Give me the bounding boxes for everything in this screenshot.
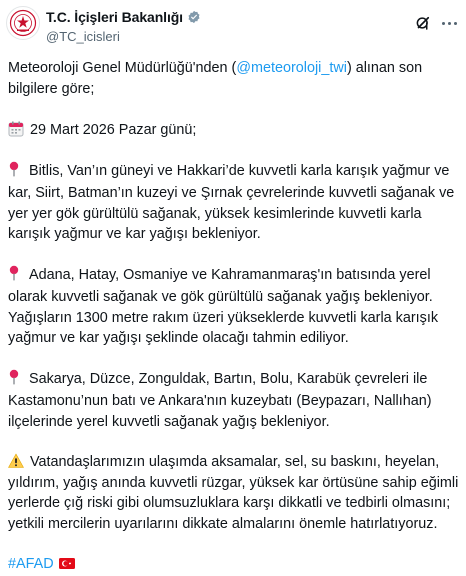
region3-paragraph (8, 369, 460, 433)
verified-badge-icon (187, 10, 201, 24)
turkey-flag-icon (59, 555, 75, 566)
avatar[interactable] (6, 6, 40, 40)
mention-link[interactable]: @meteoroloji_twi (236, 60, 347, 76)
round-pushpin-icon (8, 161, 24, 184)
display-name[interactable]: T.C. İçişleri Bakanlığı (46, 9, 183, 25)
region3-text: Sakarya, Düzce, Zonguldak, Bartın, Bolu, Karabük çevreleri ile Kastamonu’nun batı ve Ankara'nın kuzeybatı (Beypazarı, Nallıhan) ilçelerinde yerel kuvvetli sağanak yağış bekleniyor. (8, 370, 432, 430)
intro-paragraph (8, 58, 460, 99)
date-text: 29 Mart 2026 Pazar günü; (30, 122, 197, 138)
tweet-header (0, 0, 466, 52)
intro-text: Meteoroloji Genel Müdürlüğü'nden ( (8, 60, 237, 76)
date-line (8, 120, 460, 141)
tweet-body (8, 58, 460, 575)
ministry-logo-icon (9, 9, 37, 37)
region1-text: Bitlis, Van’ın güneyi ve Hakkari’de kuvvetli karla karışık yağmur ve kar, Siirt, Batman’ın kuzeyi ve Şırnak çevrelerinde kuvvetli sağanak ve yer yer gök gürültülü sağanak, yüksek kesimlerinde kuvvetli karla karışık yağmur ve kar yağışı bekleniyor. (8, 162, 455, 242)
hashtag-line (8, 554, 460, 575)
calendar-icon (8, 121, 24, 137)
user-handle[interactable]: @TC_icisleri (46, 29, 120, 44)
region1-paragraph (8, 161, 460, 245)
round-pushpin-icon (8, 265, 24, 288)
grok-icon[interactable] (414, 14, 432, 32)
warning-icon (8, 453, 24, 469)
warning-paragraph (8, 452, 460, 534)
afad-hashtag-link[interactable]: #AFAD (8, 556, 54, 572)
region2-text: Adana, Hatay, Osmaniye ve Kahramanmaraş'ın batısında yerel olarak kuvvetli sağanak ve gök gürültülü sağanak yağış bekleniyor. Yağışların 1300 metre rakım üzeri yükseklerde kuvvetli karla karışık yağmur ve kar yağışı şeklinde olacağı tahmin ediliyor. (8, 266, 439, 346)
region2-paragraph (8, 265, 460, 349)
intro-text-end: ) alınan son bilgilere göre; (8, 60, 423, 97)
warning-text: Vatandaşlarımızın ulaşımda aksamalar, sel, su baskını, heyelan, yıldırım, yağış anında kuvvetli rüzgar, yüksek kar örtüsüne sahip eğimli yerlerde çığ riski gibi olumsuzluklara karşı dikkatli ve tedbirli olmasını; yetkili mercilerin uyarılarını dikkate almalarını önemle hatırlatıyoruz. (8, 454, 459, 532)
round-pushpin-icon (8, 369, 24, 392)
more-options-icon[interactable] (440, 14, 458, 32)
